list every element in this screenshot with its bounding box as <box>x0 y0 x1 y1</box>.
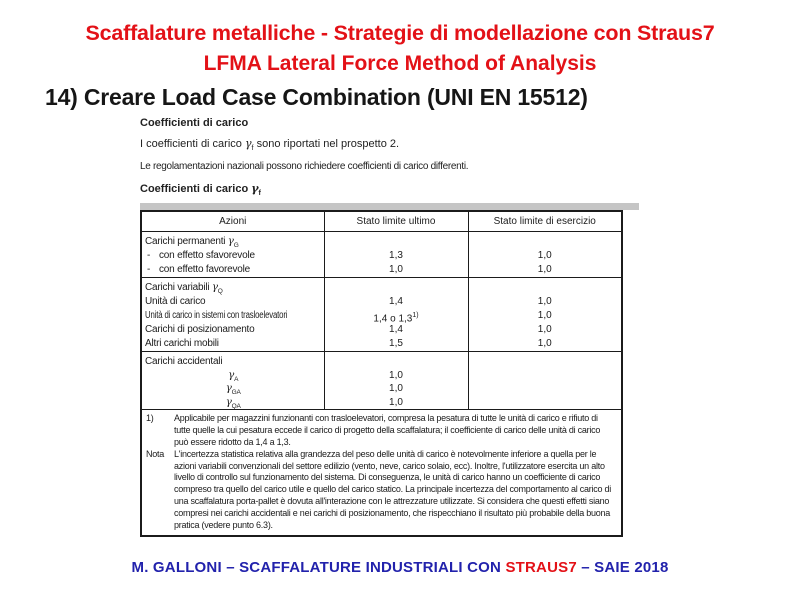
dash-bullet: - <box>147 264 151 276</box>
value: 1,0 <box>389 383 403 395</box>
footer-credit <box>0 559 800 576</box>
value: 1,0 <box>389 396 403 408</box>
value-spacer <box>325 235 468 249</box>
row-label: Carichi di posizionamento <box>145 324 255 336</box>
gamma-symbol: γ <box>251 182 259 196</box>
footer-text: M. GALLONI – SCAFFALATURE INDUSTRIALI CON <box>131 559 506 576</box>
row-label <box>145 369 322 383</box>
col-header-stato-limite-ultimo: Stato limite ultimo <box>324 211 468 232</box>
value-spacer <box>325 355 468 369</box>
footnote-cell <box>141 410 622 536</box>
gamma-symbol: γ <box>228 369 235 381</box>
footer-text: – SAIE 2018 <box>576 559 669 576</box>
value: 1,0 <box>537 296 552 308</box>
value <box>469 396 622 410</box>
value-spacer <box>469 235 622 249</box>
gamma-subscript: A <box>234 375 239 383</box>
document-excerpt <box>140 117 642 537</box>
col-header-azioni: Azioni <box>141 211 324 232</box>
coefficients-table <box>140 210 623 537</box>
table-header-row <box>141 211 622 232</box>
caption-text: Coefficienti di carico <box>140 183 252 196</box>
group-label-cell <box>141 278 324 352</box>
value <box>325 309 468 323</box>
dash-bullet: - <box>147 250 151 262</box>
row-label <box>145 396 322 410</box>
doc-paragraph-1 <box>140 137 642 155</box>
footnote-text: Applicabile per magazzini funzionanti con trasloelevatori, compresa la pesatura di tutte le unità di carico e rifiuto di tutte quelle la cui pesatura eccede il carico di progetto della scaffalatura; il coefficiente di carico delle unità di carico può essere ridotto da 1,4 a 1,3. <box>174 413 601 447</box>
table-group-carichi-accidentali <box>141 352 622 410</box>
ultimo-values-cell <box>324 278 468 352</box>
value: 1,0 <box>537 310 552 322</box>
value-spacer <box>325 281 468 295</box>
gamma-symbol: γ <box>225 383 232 395</box>
table-caption <box>140 182 642 200</box>
value-spacer <box>469 355 622 369</box>
slide-title: Scaffalature metalliche - Strategie di modellazione con Straus7 <box>85 21 715 45</box>
gamma-subscript: GA <box>231 389 241 397</box>
gamma-subscript: QA <box>231 402 241 410</box>
row-label <box>145 309 322 323</box>
table-footnote-row <box>141 410 622 536</box>
doc-paragraph-2: Le regolamentazioni nazionali possono richiedere coefficienti di carico differenti. <box>140 161 469 173</box>
doc-section-title: Coefficienti di carico <box>140 117 249 129</box>
row-label-text: con effetto sfavorevole <box>159 250 255 262</box>
group-label-cell <box>141 232 324 278</box>
paragraph-text: sono riportati nel prospetto 2. <box>253 138 400 150</box>
gamma-subscript: G <box>233 242 239 250</box>
footer-straus7-highlight: STRAUS7 <box>505 559 577 576</box>
value: 1,0 <box>537 250 552 262</box>
row-label-text: con effetto favorevole <box>159 264 251 276</box>
value: 1,0 <box>389 264 403 276</box>
footnote-marker: 1) <box>412 312 419 320</box>
gamma-symbol: γ <box>225 396 232 408</box>
group-title <box>145 235 322 249</box>
row-label <box>145 249 322 263</box>
group-title <box>145 281 322 295</box>
row-label: Altri carichi mobili <box>145 338 219 350</box>
group-title-text: Carichi variabili <box>145 282 212 294</box>
value: 1,0 <box>537 338 552 350</box>
row-label <box>145 382 322 396</box>
value: 1,3 <box>389 250 403 262</box>
row-label <box>145 263 322 277</box>
paragraph-text: I coefficienti di carico <box>140 138 245 150</box>
group-label-cell <box>141 352 324 410</box>
value-text: 1,4 o 1,3 <box>373 313 413 325</box>
value-spacer <box>469 281 622 295</box>
table-top-gray-band <box>140 203 639 210</box>
value: 1,0 <box>537 264 552 276</box>
value <box>469 369 622 383</box>
value: 1,0 <box>537 324 552 336</box>
footnote-label: 1) <box>146 413 154 424</box>
group-title-text: Carichi permanenti <box>145 236 228 248</box>
value: 1,0 <box>389 369 403 381</box>
slide-subtitle: LFMA Lateral Force Method of Analysis <box>203 52 597 75</box>
value: 1,4 <box>389 296 403 308</box>
footnote-1 <box>142 413 618 448</box>
table-group-carichi-variabili <box>141 278 622 352</box>
esercizio-values-cell <box>468 232 622 278</box>
value: 1,5 <box>389 338 403 350</box>
group-title: Carichi accidentali <box>145 356 223 368</box>
footnote-text: L'incertezza statistica relativa alla grandezza del peso delle unità di carico è notevolmente inferiore a quella per le azioni variabili convenzionali del settore edilizio (vento, neve, carico solaio, ecc). Inoltre, l'utilizzatore esercita un alto livello di controllo sul funzionamento del sistema. Di conseguenza, le unità di carico hanno un coefficiente di carico compreso tra quello del carico utile e quello del carico statico. La principale incertezza del comportamento al carico di una scaffalatura porta-pallet è dovuta all'interazione con le attrezzature utilizzate. Si considera che questi effetti siano compresi nei carichi accidentali e nei carichi di posizionamento, che rispecchiano il risultato più probabile della buona pratica (vedere punto 6.3). <box>174 448 611 530</box>
ultimo-values-cell <box>324 232 468 278</box>
gamma-subscript: f <box>251 144 254 153</box>
slide-heading: 14) Creare Load Case Combination (UNI EN 15512) <box>45 84 588 110</box>
esercizio-values-cell <box>468 352 622 410</box>
value <box>469 382 622 396</box>
row-label: Unità di carico <box>145 296 206 308</box>
ultimo-values-cell <box>324 352 468 410</box>
gamma-symbol: γ <box>227 236 234 248</box>
gamma-symbol: γ <box>244 137 252 150</box>
gamma-subscript: Q <box>217 288 223 296</box>
row-label-text: Unità di carico in sistemi con trasloelevatori <box>145 310 288 322</box>
footnote-nota <box>142 449 618 532</box>
col-header-stato-limite-esercizio: Stato limite di esercizio <box>468 211 622 232</box>
esercizio-values-cell <box>468 278 622 352</box>
gamma-symbol: γ <box>211 282 218 294</box>
gamma-subscript: f <box>258 189 261 198</box>
value: 1,4 <box>389 324 403 336</box>
table-group-carichi-permanenti <box>141 232 622 278</box>
footnote-label: Nota <box>146 448 165 459</box>
